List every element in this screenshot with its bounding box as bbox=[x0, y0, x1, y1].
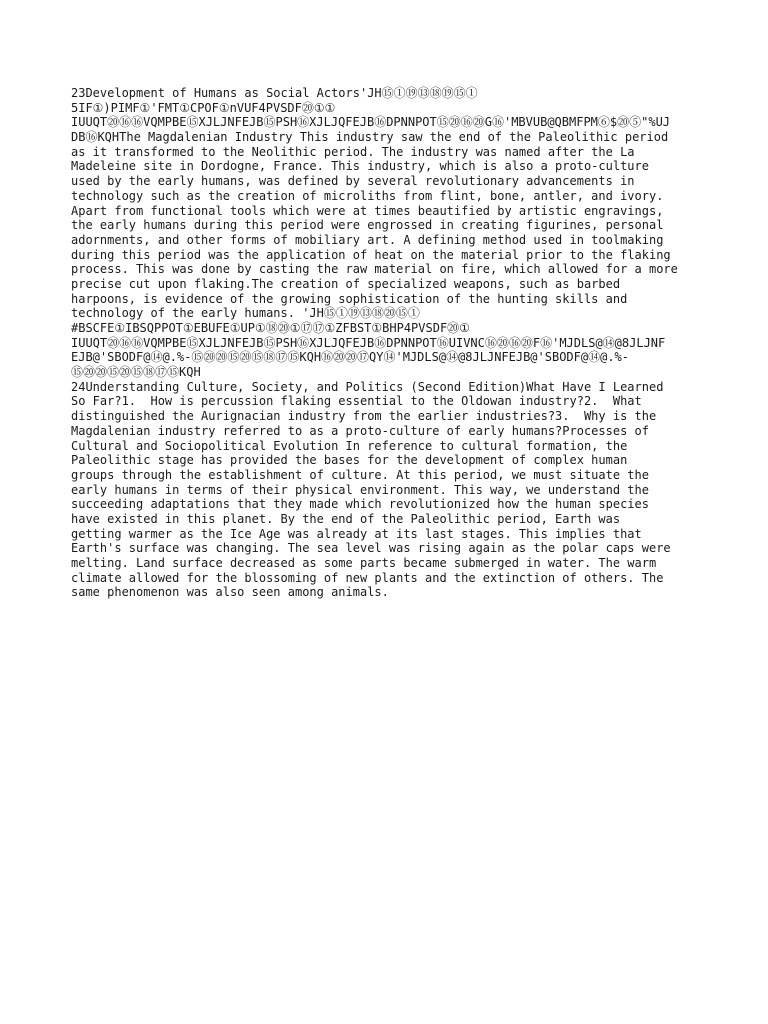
text-line: Paleolithic stage has provided the bases for the development of complex human bbox=[71, 453, 628, 468]
text-line: DB⑯KQHThe Magdalenian Industry This industry saw the end of the Paleolithic period bbox=[71, 130, 669, 145]
text-line: EJB@'SBODF@⑭@.%-⑮⑳⑳⑮⑳⑮⑱⑰⑮KQH⑯⑳⑳⑰QY⑭'MJDLS@⑭@8JLJNFEJB@'SBODF@⑭@.%- bbox=[71, 350, 630, 365]
text-line: #BSCFE①IBSQPPOT①EBUFE①UP①⑱⑳①⑰⑰①ZFBST①BHP4PVSDF⑳① bbox=[71, 321, 470, 335]
text-line: 5IF①)PIMF①'FMT①CPOF①nVUF4PVSDF⑳①① bbox=[71, 100, 336, 115]
text-line: precise cut upon flaking.The creation of specialized weapons, such as barbed bbox=[71, 276, 621, 291]
text-line: adornments, and other forms of mobiliary art. A defining method used in toolmaking bbox=[71, 232, 664, 247]
text-line: IUUQT⑳⑯⑯VQMPBE⑮XJLJNFEJB⑮PSH⑯XJLJQFEJB⑯DPNNPOT⑮⑳⑯⑳G⑯'MBVUB@QBMFPM⑥$⑳⑤"%UJ bbox=[71, 115, 671, 130]
text-line: climate allowed for the blossoming of new plants and the extinction of others. The bbox=[71, 570, 664, 585]
text-line: Magdalenian industry referred to as a proto-culture of early humans?Processes of bbox=[71, 423, 649, 438]
text-line: Apart from functional tools which were at times beautified by artistic engravings, bbox=[71, 203, 664, 218]
text-line: 24Understanding Culture, Society, and Politics (Second Edition)What Have I Learned bbox=[71, 379, 664, 394]
text-line: technology of the early humans. 'JH⑮①⑲⑬⑱⑳⑮① bbox=[71, 306, 420, 321]
text-line: Cultural and Sociopolitical Evolution In reference to cultural formation, the bbox=[71, 438, 628, 453]
text-line: early humans in terms of their physical environment. This way, we understand the bbox=[71, 482, 649, 497]
document-text bbox=[71, 86, 699, 600]
text-line: the early humans during this period were engrossed in creating figurines, personal bbox=[71, 218, 664, 233]
text-line: getting warmer as the Ice Age was already at its last stages. This implies that bbox=[71, 526, 642, 541]
text-line: Earth's surface was changing. The sea level was rising again as the polar caps were bbox=[71, 541, 671, 556]
text-line: as it transformed to the Neolithic period. The industry was named after the La bbox=[71, 144, 635, 159]
text-line: groups through the establishment of culture. At this period, we must situate the bbox=[71, 467, 649, 482]
text-line: Madeleine site in Dordogne, France. This industry, which is also a proto-culture bbox=[71, 159, 649, 174]
text-line: harpoons, is evidence of the growing sophistication of the hunting skills and bbox=[71, 291, 628, 306]
text-line: used by the early humans, was defined by several revolutionary advancements in bbox=[71, 174, 635, 189]
text-line: succeeding adaptations that they made which revolutionized how the human species bbox=[71, 497, 649, 512]
text-line: same phenomenon was also seen among animals. bbox=[71, 585, 389, 600]
text-line: during this period was the application of heat on the material prior to the flaking bbox=[71, 247, 671, 262]
text-line: 23Development of Humans as Social Actors'JH⑮①⑲⑬⑱⑲⑮① bbox=[71, 86, 478, 100]
text-line: melting. Land surface decreased as some parts became submerged in water. The warm bbox=[71, 556, 657, 570]
text-line: process. This was done by casting the raw material on fire, which allowed for a more bbox=[71, 262, 678, 277]
text-line: have existed in this planet. By the end of the Paleolithic period, Earth was bbox=[71, 511, 621, 526]
text-line: technology such as the creation of microliths from flint, bone, antler, and ivory. bbox=[71, 188, 664, 203]
text-line: ⑮⑳⑳⑮⑳⑮⑱⑰⑮KQH bbox=[71, 365, 201, 380]
text-line: So Far?1. How is percussion flaking essential to the Oldowan industry?2. What bbox=[71, 394, 642, 409]
text-line: IUUQT⑳⑯⑯VQMPBE⑮XJLJNFEJB⑮PSH⑯XJLJQFEJB⑯DPNNPOT⑯UIVNC⑯⑳⑯⑳F⑯'MJDLS@⑭@8JLJNF bbox=[71, 335, 666, 350]
text-line: distinguished the Aurignacian industry from the earlier industries?3. Why is the bbox=[71, 409, 657, 424]
